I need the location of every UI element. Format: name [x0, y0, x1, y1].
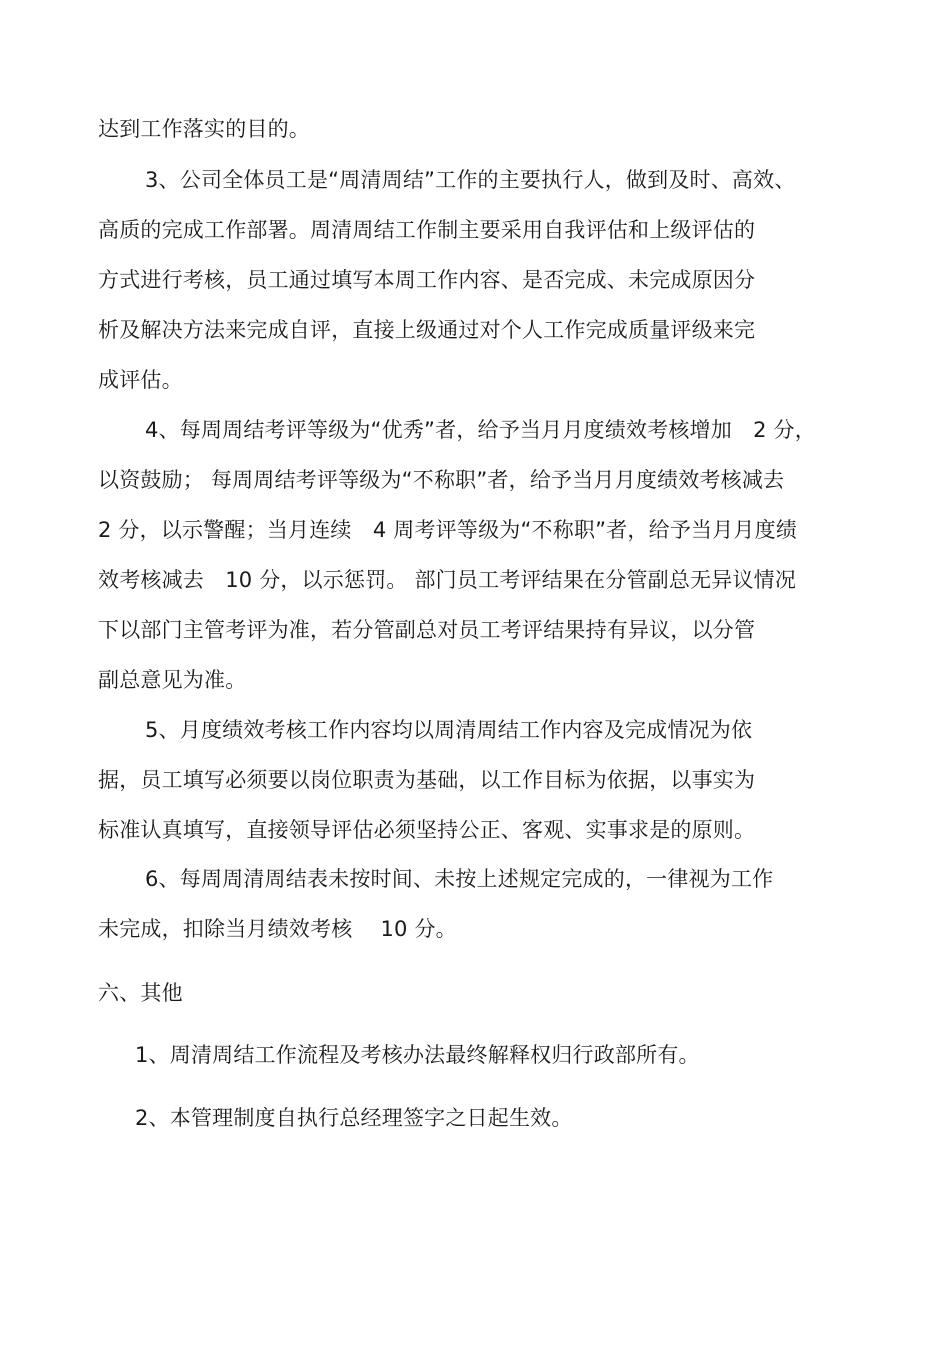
text-line: 效考核减去 10 分，以示惩罚。 部门员工考评结果在分管副总无异议情况 — [98, 568, 797, 592]
text-line: 方式进行考核，员工通过填写本周工作内容、是否完成、未完成原因分 — [98, 268, 756, 292]
text-line: 6、每周周清周结表未按时间、未按上述规定完成的，一律视为工作 — [145, 867, 774, 891]
text-line: 成评估。 — [98, 368, 183, 392]
text-line: 以资鼓励； 每周周结考评等级为“不称职”者，给予当月月度绩效考核减去 — [98, 468, 785, 492]
text-line: 标准认真填写，直接领导评估必须坚持公正、客观、实事求是的原则。 — [98, 818, 756, 842]
text-line: 2、本管理制度自执行总经理签字之日起生效。 — [135, 1106, 573, 1130]
text-line: 副总意见为准。 — [98, 668, 247, 692]
text-line: 1、周清周结工作流程及考核办法最终解释权归行政部所有。 — [135, 1043, 700, 1067]
text-line: 4、每周周结考评等级为“优秀”者，给予当月月度绩效考核增加 2 分， — [145, 418, 816, 442]
text-line: 达到工作落实的目的。 — [98, 117, 310, 141]
text-line: 高质的完成工作部署。周清周结工作制主要采用自我评估和上级评估的 — [98, 218, 756, 242]
text-line: 据，员工填写必须要以岗位职责为基础，以工作目标为依据，以事实为 — [98, 768, 756, 792]
text-line: 5、月度绩效考核工作内容均以周清周结工作内容及完成情况为依 — [145, 718, 753, 742]
text-line: 析及解决方法来完成自评，直接上级通过对个人工作完成质量评级来完 — [98, 318, 756, 342]
section-heading: 六、其他 — [98, 981, 183, 1005]
text-line: 2 分，以示警醒；当月连续 4 周考评等级为“不称职”者，给予当月月度绩 — [98, 518, 798, 542]
text-line: 3、公司全体员工是“周清周结”工作的主要执行人，做到及时、高效、 — [145, 168, 796, 192]
text-line: 下以部门主管考评为准，若分管副总对员工考评结果持有异议，以分管 — [98, 618, 756, 642]
text-line: 未完成，扣除当月绩效考核 10 分。 — [98, 917, 457, 941]
